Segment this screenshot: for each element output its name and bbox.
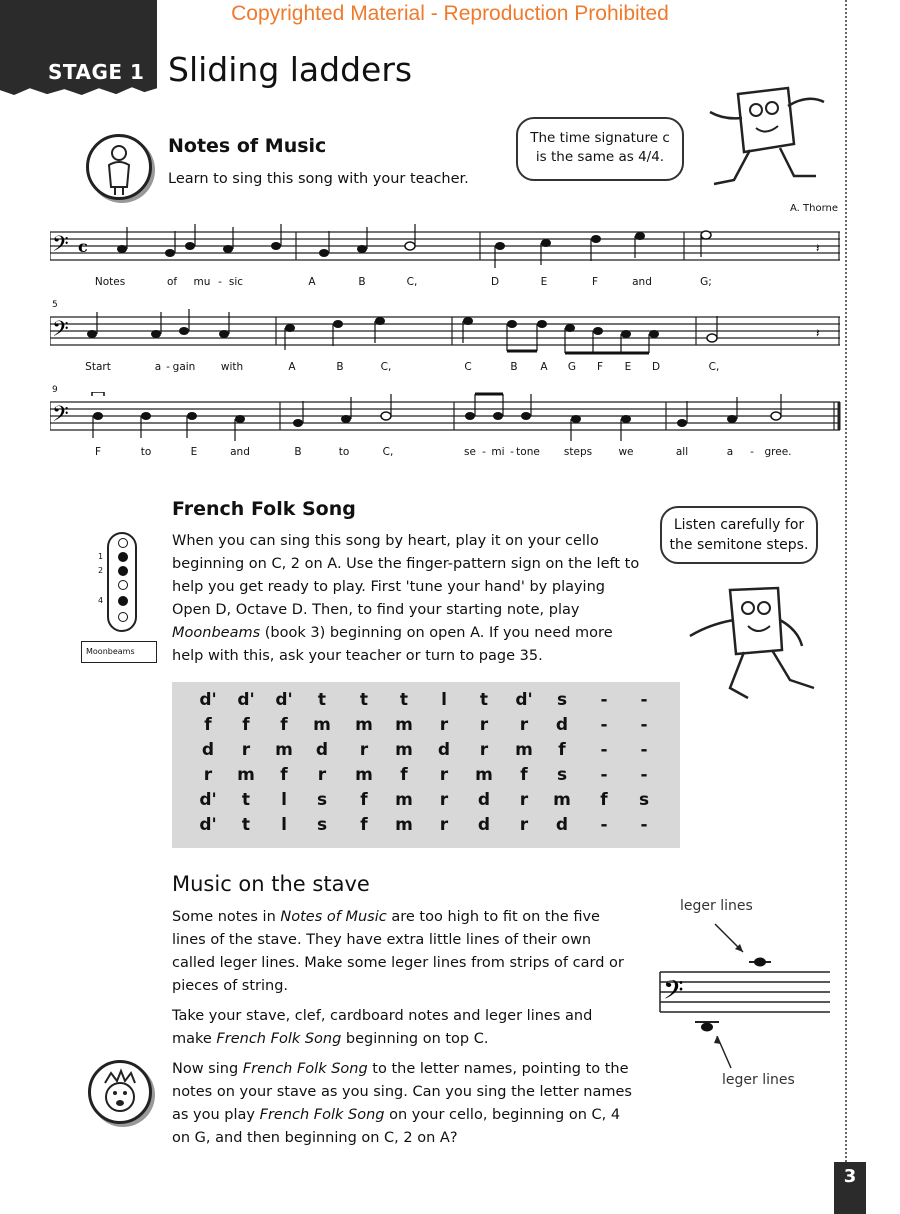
lyric-word: B bbox=[358, 276, 366, 288]
lyric-word: G; bbox=[700, 276, 712, 288]
measure-number: 9 bbox=[52, 385, 58, 395]
solfa-syllable: - bbox=[600, 765, 608, 785]
lyric-word: tone bbox=[516, 446, 540, 458]
lyric-word: all bbox=[675, 446, 689, 458]
svg-text:𝄢: 𝄢 bbox=[52, 317, 69, 347]
solfa-syllable: f bbox=[204, 715, 212, 735]
solfa-syllable: m bbox=[275, 740, 293, 760]
lyric-word: mi bbox=[491, 446, 505, 458]
lyric-word: - bbox=[510, 446, 514, 458]
notes-of-music-instruction: Learn to sing this song with your teacher. bbox=[168, 171, 469, 187]
solfa-row bbox=[172, 790, 680, 814]
solfa-syllable: r bbox=[439, 790, 449, 810]
solfa-syllable: - bbox=[640, 740, 648, 760]
music-on-stave-text bbox=[172, 906, 632, 1157]
lyric-word: D bbox=[651, 361, 661, 373]
solfa-syllable: d bbox=[201, 740, 215, 760]
french-folk-song-text-1: When you can sing this song by heart, play it on your cello beginning on C, 2 on A. Use the finger-pattern sign on the left to help you get ready to play. First 'tune your hand' by playing Open D, Octave D. Then, to find your starting note, play bbox=[172, 533, 640, 618]
lyric-word: F bbox=[591, 276, 599, 288]
lyric-word: E bbox=[624, 361, 632, 373]
page-title: Sliding ladders bbox=[168, 50, 413, 89]
lyric-word: - bbox=[750, 446, 754, 458]
solfa-row bbox=[172, 740, 680, 764]
solfa-syllable: d bbox=[477, 790, 491, 810]
solfa-syllable: f bbox=[280, 715, 288, 735]
solfa-syllable: r bbox=[359, 740, 369, 760]
open-string-dot bbox=[118, 538, 128, 548]
lyric-word: sic bbox=[228, 276, 244, 288]
solfa-row bbox=[172, 715, 680, 739]
solfa-syllable: d' bbox=[199, 690, 217, 710]
svg-text:𝄢: 𝄢 bbox=[52, 232, 69, 262]
solfa-syllable: - bbox=[600, 815, 608, 835]
solfa-syllable: s bbox=[316, 790, 328, 810]
finger-number: 4 bbox=[98, 596, 104, 605]
solfa-syllable: - bbox=[640, 815, 648, 835]
lyric-word: C, bbox=[708, 361, 720, 373]
solfa-syllable: s bbox=[556, 765, 568, 785]
french-folk-song-text-2: (book 3) beginning on open A. If you need more help with this, ask your teacher or turn to page 35. bbox=[172, 625, 613, 664]
time-signature-bubble: The time signature c is the same as 4/4. bbox=[516, 117, 684, 181]
solfa-syllable: r bbox=[203, 765, 213, 785]
solfa-syllable: m bbox=[355, 715, 373, 735]
svg-text:c: c bbox=[78, 237, 88, 256]
solfa-syllable: s bbox=[316, 815, 328, 835]
music-staff-system-2 bbox=[50, 307, 845, 357]
music-staff-system-1 bbox=[50, 222, 845, 272]
lyric-word: E bbox=[190, 446, 198, 458]
leger-lines-diagram bbox=[655, 918, 835, 1078]
lyric-word: C, bbox=[382, 446, 394, 458]
lyric-word: a bbox=[154, 361, 162, 373]
lyric-word: - bbox=[482, 446, 486, 458]
french-folk-song-text bbox=[172, 530, 642, 668]
lyric-word: B bbox=[336, 361, 344, 373]
stave-paragraph-1: Some notes in Notes of Music are too high to fit on the five lines of the stave. They have extra little lines of their own called leger lines. Make some leger lines from strips of card or pieces of string. bbox=[172, 909, 624, 994]
lyric-word: with bbox=[220, 361, 244, 373]
solfa-syllable: r bbox=[317, 765, 327, 785]
solfa-table bbox=[172, 682, 680, 848]
finger-2-dot bbox=[118, 566, 128, 576]
solfa-syllable: f bbox=[242, 715, 250, 735]
finger-pattern-sign bbox=[98, 532, 137, 632]
solfa-syllable: s bbox=[556, 690, 568, 710]
svg-text:𝄢: 𝄢 bbox=[663, 974, 684, 1012]
solfa-syllable: l bbox=[281, 815, 287, 835]
lyric-word: B bbox=[510, 361, 518, 373]
solfa-syllable: m bbox=[515, 740, 533, 760]
lyrics-line-3 bbox=[50, 446, 845, 462]
lyric-word: we bbox=[618, 446, 634, 458]
solfa-syllable: r bbox=[439, 715, 449, 735]
solfa-syllable: t bbox=[359, 690, 369, 710]
solfa-syllable: - bbox=[600, 690, 608, 710]
solfa-syllable: m bbox=[355, 765, 373, 785]
lyric-word: to bbox=[338, 446, 350, 458]
measure-number: 5 bbox=[52, 300, 58, 310]
solfa-syllable: f bbox=[360, 790, 368, 810]
notes-of-music-heading: Notes of Music bbox=[168, 135, 327, 157]
finger-4-dot bbox=[118, 596, 128, 606]
solfa-syllable: r bbox=[439, 815, 449, 835]
solfa-syllable: m bbox=[313, 715, 331, 735]
lyric-word: Start bbox=[85, 361, 111, 373]
solfa-syllable: l bbox=[281, 790, 287, 810]
solfa-syllable: m bbox=[395, 815, 413, 835]
lyric-word: C, bbox=[406, 276, 418, 288]
svg-text:𝄽: 𝄽 bbox=[816, 326, 820, 340]
lyric-word: D bbox=[490, 276, 500, 288]
moonbeams-title: Moonbeams bbox=[172, 625, 261, 641]
solfa-syllable: d' bbox=[199, 815, 217, 835]
svg-text:𝄽: 𝄽 bbox=[816, 241, 820, 255]
solfa-syllable: r bbox=[519, 715, 529, 735]
lyric-word: A bbox=[308, 276, 316, 288]
solfa-syllable: s bbox=[638, 790, 650, 810]
solfa-syllable: - bbox=[640, 690, 648, 710]
cartoon-character-top bbox=[690, 72, 840, 202]
solfa-syllable: m bbox=[237, 765, 255, 785]
solfa-syllable: f bbox=[280, 765, 288, 785]
solfa-syllable: t bbox=[241, 790, 251, 810]
solfa-row bbox=[172, 690, 680, 714]
solfa-syllable: f bbox=[558, 740, 566, 760]
listen-carefully-bubble: Listen carefully for the semitone steps. bbox=[660, 506, 818, 564]
composer-credit: A. Thorne bbox=[790, 203, 839, 214]
lyric-word: Notes bbox=[94, 276, 126, 288]
stave-paragraph-2: Take your stave, clef, cardboard notes and leger lines and make French Folk Song beginning on top C. bbox=[172, 1008, 593, 1047]
stave-paragraph-3: Now sing French Folk Song to the letter names, pointing to the notes on your stave as you sing. Can you sing the letter names as you play French Folk Song on your cello, beginning on C, 4 on G, and then beginning on C, 2 on A? bbox=[172, 1061, 632, 1146]
moonbeams-reference-label: Moonbeams bbox=[81, 641, 157, 663]
solfa-syllable: t bbox=[479, 690, 489, 710]
lyric-word: gain bbox=[172, 361, 196, 373]
leger-lines-label-top: leger lines bbox=[680, 898, 753, 914]
finger-3-dot bbox=[118, 580, 128, 590]
solfa-syllable: f bbox=[400, 765, 408, 785]
finger-1-dot bbox=[118, 552, 128, 562]
lyric-word: se bbox=[464, 446, 476, 458]
lyric-word: - bbox=[166, 361, 170, 373]
leger-lines-label-bottom: leger lines bbox=[722, 1072, 795, 1088]
solfa-syllable: d' bbox=[199, 790, 217, 810]
solfa-syllable: d bbox=[315, 740, 329, 760]
lyric-word: C bbox=[464, 361, 472, 373]
solfa-syllable: f bbox=[600, 790, 608, 810]
solfa-syllable: r bbox=[479, 740, 489, 760]
svg-text:𝄢: 𝄢 bbox=[52, 402, 69, 432]
solfa-row bbox=[172, 815, 680, 839]
solfa-syllable: d' bbox=[275, 690, 293, 710]
cartoon-character-bottom bbox=[680, 570, 840, 710]
lyric-word: to bbox=[140, 446, 152, 458]
stage-label: STAGE 1 bbox=[48, 60, 145, 84]
solfa-syllable: t bbox=[317, 690, 327, 710]
lyrics-line-2 bbox=[50, 361, 845, 377]
finger-number: 2 bbox=[98, 566, 104, 575]
lyric-word: A bbox=[288, 361, 296, 373]
lyric-word: B bbox=[294, 446, 302, 458]
solfa-syllable: t bbox=[241, 815, 251, 835]
solfa-syllable: d' bbox=[237, 690, 255, 710]
finger-dot bbox=[118, 612, 128, 622]
solfa-syllable: l bbox=[441, 690, 447, 710]
lyric-word: a bbox=[726, 446, 734, 458]
solfa-syllable: - bbox=[600, 715, 608, 735]
solfa-syllable: - bbox=[600, 740, 608, 760]
solfa-syllable: m bbox=[553, 790, 571, 810]
solfa-syllable: r bbox=[241, 740, 251, 760]
solfa-syllable: f bbox=[360, 815, 368, 835]
singing-face-icon bbox=[88, 1060, 152, 1124]
solfa-syllable: d bbox=[477, 815, 491, 835]
music-staff-system-3 bbox=[50, 392, 845, 442]
solfa-row bbox=[172, 765, 680, 789]
lyric-word: of bbox=[166, 276, 178, 288]
lyric-word: and bbox=[230, 446, 250, 458]
lyric-word: mu bbox=[193, 276, 211, 288]
solfa-syllable: m bbox=[395, 715, 413, 735]
solfa-syllable: m bbox=[395, 790, 413, 810]
lyric-word: steps bbox=[563, 446, 593, 458]
solfa-syllable: m bbox=[395, 740, 413, 760]
solfa-syllable: r bbox=[439, 765, 449, 785]
lyric-word: A bbox=[540, 361, 548, 373]
lyric-word: G bbox=[567, 361, 577, 373]
copyright-notice: Copyrighted Material - Reproduction Prohibited bbox=[231, 2, 669, 25]
page-number: 3 bbox=[843, 1166, 857, 1187]
lyric-word: F bbox=[596, 361, 604, 373]
page-edge-border bbox=[845, 0, 847, 1214]
solfa-syllable: r bbox=[479, 715, 489, 735]
solfa-syllable: d' bbox=[515, 690, 533, 710]
lyric-word: gree. bbox=[764, 446, 792, 458]
finger-number: 1 bbox=[98, 552, 104, 561]
french-folk-song-heading: French Folk Song bbox=[172, 498, 356, 520]
solfa-syllable: f bbox=[520, 765, 528, 785]
solfa-syllable: d bbox=[555, 715, 569, 735]
solfa-syllable: - bbox=[640, 715, 648, 735]
music-on-stave-heading: Music on the stave bbox=[172, 872, 370, 896]
solfa-syllable: r bbox=[519, 790, 529, 810]
lyric-word: C, bbox=[380, 361, 392, 373]
lyric-word: and bbox=[632, 276, 652, 288]
lyric-word: E bbox=[540, 276, 548, 288]
solfa-syllable: - bbox=[640, 765, 648, 785]
singing-person-icon bbox=[86, 134, 152, 200]
lyrics-line-1 bbox=[50, 276, 845, 292]
solfa-syllable: r bbox=[519, 815, 529, 835]
solfa-syllable: d bbox=[437, 740, 451, 760]
solfa-syllable: t bbox=[399, 690, 409, 710]
solfa-syllable: m bbox=[475, 765, 493, 785]
lyric-word: - bbox=[218, 276, 222, 288]
lyric-word: F bbox=[94, 446, 102, 458]
solfa-syllable: d bbox=[555, 815, 569, 835]
